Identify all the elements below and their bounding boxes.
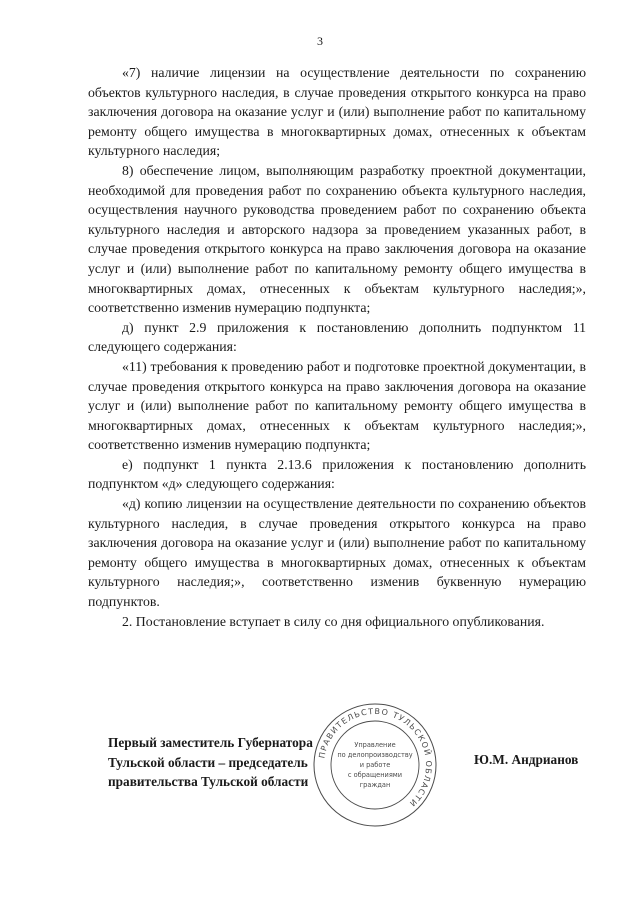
position-line: Первый заместитель Губернатора (108, 735, 313, 750)
paragraph-effective-date: 2. Постановление вступает в силу со дня официального опубликования. (122, 613, 545, 629)
paragraph-subpoint-e: е) подпункт 1 пункта 2.13.6 приложения к постановлению дополнить подпунктом «д» следующего содержания: (88, 456, 586, 492)
position-line: Тульской области – председатель (108, 754, 308, 770)
official-stamp (312, 702, 438, 828)
page-number: 3 (317, 34, 323, 48)
stamp-outer-text: ПРАВИТЕЛЬСТВО ТУЛЬСКОЙ ОБЛАСТИ (317, 706, 434, 809)
stamp-inner-line: граждан (359, 781, 391, 789)
stamp-inner-line: с обращениями (347, 771, 403, 779)
paragraph-item-7: «7) наличие лицензии на осуществление деятельности по сохранению объектов культурного наследия, в случае проведения открытого конкурса на право заключения договора на оказание услуг и (или) выполнение работ по капитальному ремонту общего имущества в многоквартирных домах, отнесенных к объектам культурного наследия; (88, 65, 586, 159)
stamp-inner-line: Управление (354, 741, 396, 749)
paragraph-item-11: «11) требования к проведению работ и подготовке проектной документации, в случае проведения открытого конкурса на право заключения договора на оказание услуг и (или) выполнение работ по капитальному ремонту общего имущества в многоквартирных домах, отнесенных к объектам культурного наследия;», соответственно изменив нумерацию подпункта; (88, 358, 586, 453)
paragraph-item-d: «д) копию лицензии на осуществление деятельности по сохранению объектов культурного наследия, в случае проведения открытого конкурса на право заключения договора на оказание услуг и (или) выполнение работ по капитальному ремонту общего имущества в многоквартирных домах, отнесенных к объектам культурного наследия;», соответственно изменив буквенную нумерацию подпунктов. (88, 496, 586, 610)
document-body (88, 63, 586, 631)
stamp-inner-line: по делопроизводству (337, 751, 413, 759)
signer-name: Ю.М. Андрианов (474, 752, 579, 767)
position-line: правительства Тульской области (108, 774, 309, 789)
paragraph-item-8: 8) обеспечение лицом, выполняющим разработку проектной документации, необходимой для проведения работ по сохранению объекта культурного наследия, осуществления научного руководства проведением работ по сохранению объекта культурного наследия и авторского надзора за проведением указанных работ, в случае проведения открытого конкурса на право заключения договора на оказание услуг и (или) выполнение работ по капитальному ремонту общего имущества в многоквартирных домах, отнесенных к объектам культурного наследия;», соответственно изменив нумерацию подпункта; (88, 162, 586, 316)
paragraph-subpoint-d: д) пункт 2.9 приложения к постановлению дополнить подпунктом 11 следующего содержания: (88, 319, 586, 355)
stamp-inner-line: и работе (359, 761, 391, 769)
